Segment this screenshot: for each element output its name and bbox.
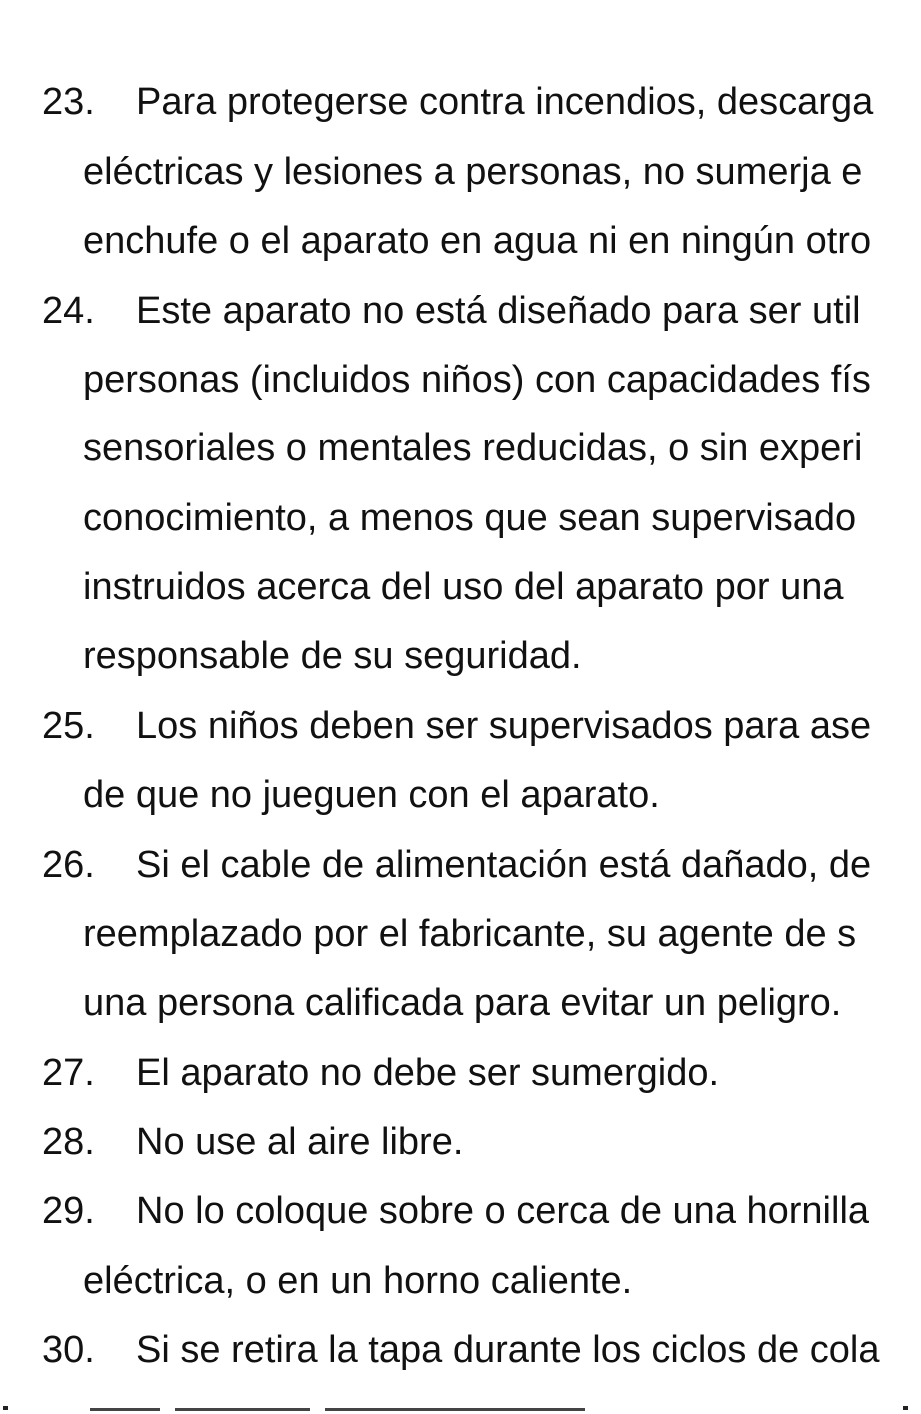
item-text-line: Para protegerse contra incendios, descarga — [136, 81, 874, 123]
item-text-line: de que no jueguen con el aparato. — [83, 774, 660, 816]
item-text-line: Este aparato no está diseñado para ser util — [136, 290, 861, 332]
item-text-line: una persona calificada para evitar un peligro. — [83, 982, 842, 1024]
cropped-text-mark — [90, 1408, 160, 1411]
item-text-line: Si el cable de alimentación está dañado, de — [136, 844, 872, 886]
item-text-line: eléctrica, o en un horno caliente. — [83, 1260, 633, 1302]
item-number: 29. — [42, 1190, 95, 1232]
item-text-line: El aparato no debe ser sumergido. — [136, 1052, 720, 1094]
item-number: 24. — [42, 290, 95, 332]
item-number: 26. — [42, 844, 95, 886]
item-number: 27. — [42, 1052, 95, 1094]
item-text-line: Si se retira la tapa durante los ciclos de cola — [136, 1329, 880, 1371]
item-number: 23. — [42, 81, 95, 123]
item-text-line: instruidos acerca del uso del aparato por una — [83, 566, 844, 608]
cropped-text-mark — [903, 1406, 908, 1410]
item-number: 28. — [42, 1121, 95, 1163]
item-text-line: eléctricas y lesiones a personas, no sumerja e — [83, 151, 863, 193]
cropped-text-mark — [175, 1408, 310, 1411]
item-text-line: Los niños deben ser supervisados para ase — [136, 705, 872, 747]
item-text-line: sensoriales o mentales reducidas, o sin experi — [83, 427, 863, 469]
item-text-line: No use al aire libre. — [136, 1121, 464, 1163]
item-text-line: responsable de su seguridad. — [83, 635, 582, 677]
item-number: 25. — [42, 705, 95, 747]
item-text-line: No lo coloque sobre o cerca de una hornilla — [136, 1190, 870, 1232]
item-text-line: enchufe o el aparato en agua ni en ningún otro — [83, 220, 872, 262]
cropped-text-mark — [3, 1406, 8, 1410]
item-text-line: reemplazado por el fabricante, su agente de s — [83, 913, 857, 955]
item-number: 30. — [42, 1329, 95, 1371]
cropped-text-mark — [325, 1408, 585, 1411]
cropped-text-remnant — [0, 1402, 921, 1414]
item-text-line: personas (incluidos niños) con capacidades fís — [83, 359, 871, 401]
item-text-line: conocimiento, a menos que sean supervisado — [83, 497, 857, 539]
